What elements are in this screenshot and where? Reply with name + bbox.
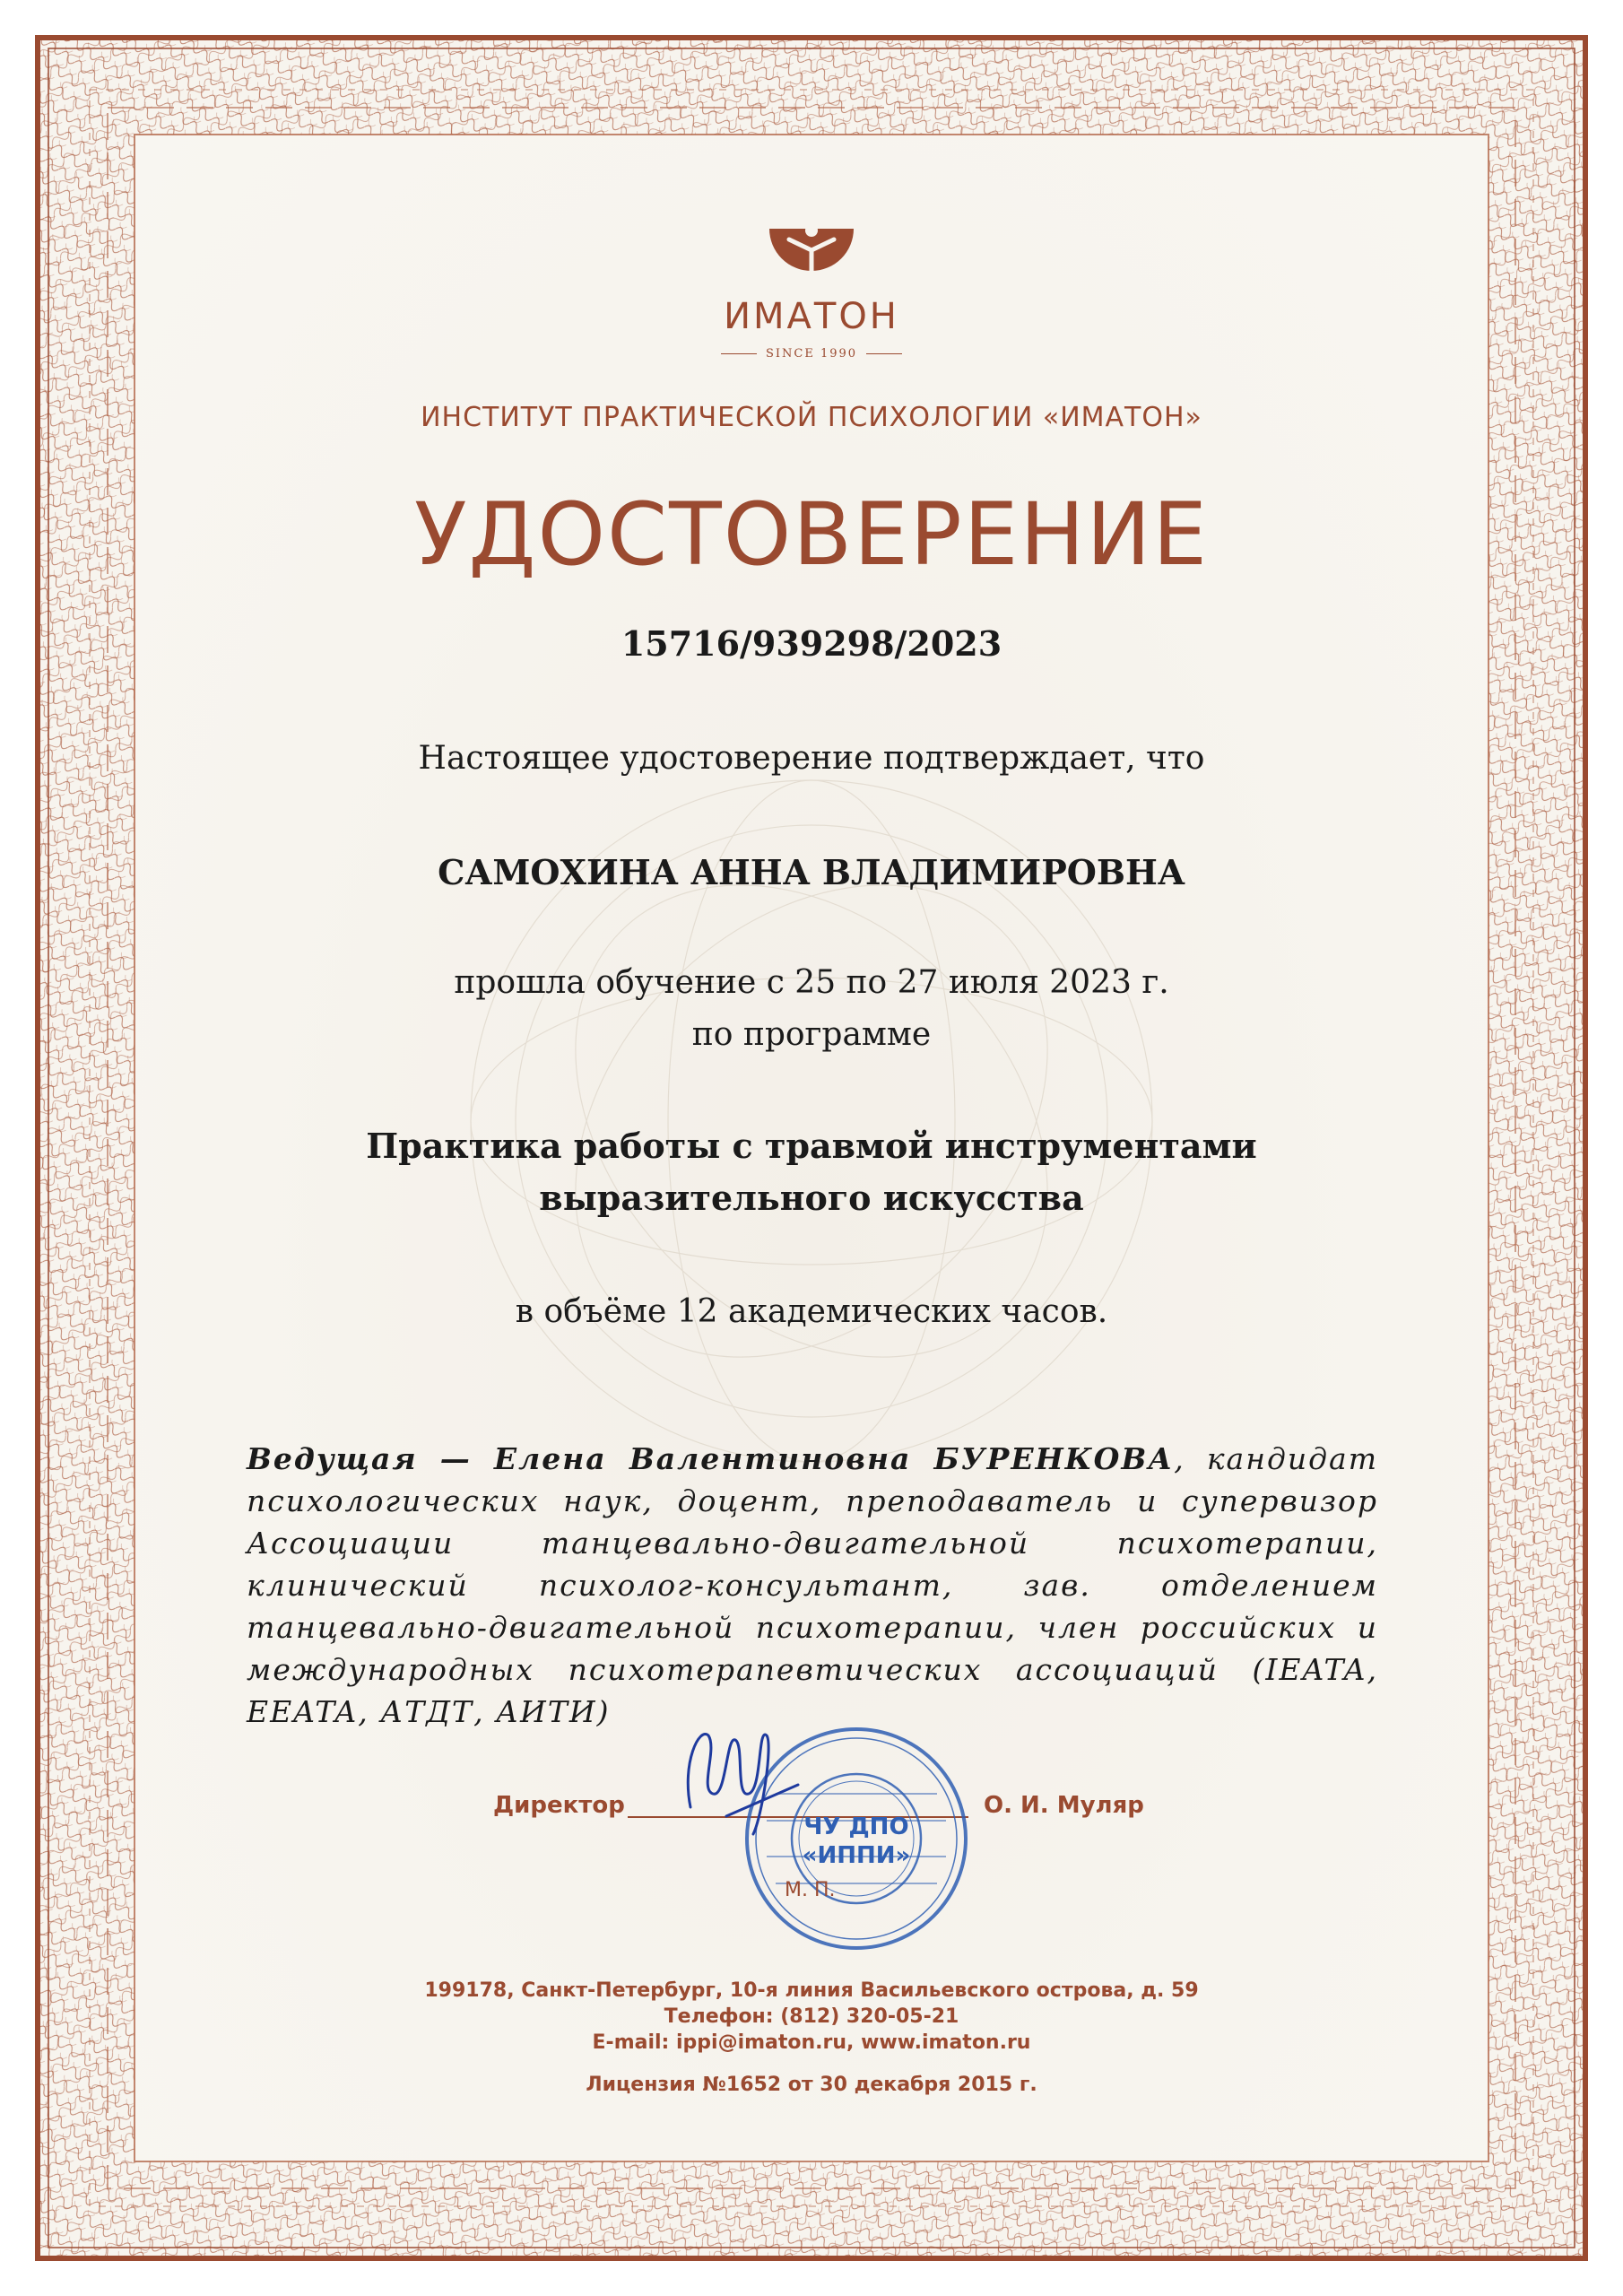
lecturer-description: , кандидат психологических наук, доцент, преподаватель и супервизор Ассоциации танцевально-двигательной психотерапии, клинический психолог-консультант, зав. отделением танцевально-двигательной психотерапии, член российских и международных психотерапевтических ассоциаций (IEATA, EEATA, АТДТ, АИТИ) [247,1441,1379,1729]
stamp-line2: «ИППИ» [802,1842,911,1869]
program-intro: по программе [691,1016,932,1053]
program-title-line1: Практика работы с травмой инструментами [366,1126,1257,1166]
lecturer-name: Ведущая — Елена Валентиновна БУРЕНКОВА [247,1441,1175,1476]
course-volume: в объёме 12 академических часов. [515,1293,1108,1330]
imaton-logo [0,220,1623,305]
director-name: О. И. Муляр [984,1792,1144,1819]
brand-name: ИМАТОН [724,296,899,337]
since-label: SINCE 1990 [0,347,1623,361]
footer-phone: Телефон: (812) 320-05-21 [664,2005,959,2028]
training-dates: прошла обучение с 25 по 27 июля 2023 г. [454,964,1169,1001]
lecturer-paragraph [247,1438,1378,1733]
recipient-name: САМОХИНА АННА ВЛАДИМИРОВНА [438,852,1185,892]
document-title: УДОСТОВЕРЕНИЕ [413,484,1209,585]
program-title-line2: выразительного искусства [539,1178,1084,1218]
stamp-line1: ЧУ ДПО [803,1813,909,1840]
institute-name: ИНСТИТУТ ПРАКТИЧЕСКОЙ ПСИХОЛОГИИ «ИМАТОН» [421,402,1202,433]
footer-address: 199178, Санкт-Петербург, 10-я линия Васильевского острова, д. 59 [424,1979,1199,2002]
certificate-number: 15716/939298/2023 [621,623,1002,664]
footer-email: E-mail: ippi@imaton.ru, www.imaton.ru [592,2031,1031,2054]
intro-text: Настоящее удостоверение подтверждает, что [418,740,1205,777]
footer-license: Лицензия №1652 от 30 декабря 2015 г. [586,2074,1037,2096]
human-figure-emblem-icon [762,220,861,300]
seal-mark: М. П. [785,1879,836,1901]
director-signature [664,1709,816,1843]
director-label: Директор [493,1792,625,1819]
